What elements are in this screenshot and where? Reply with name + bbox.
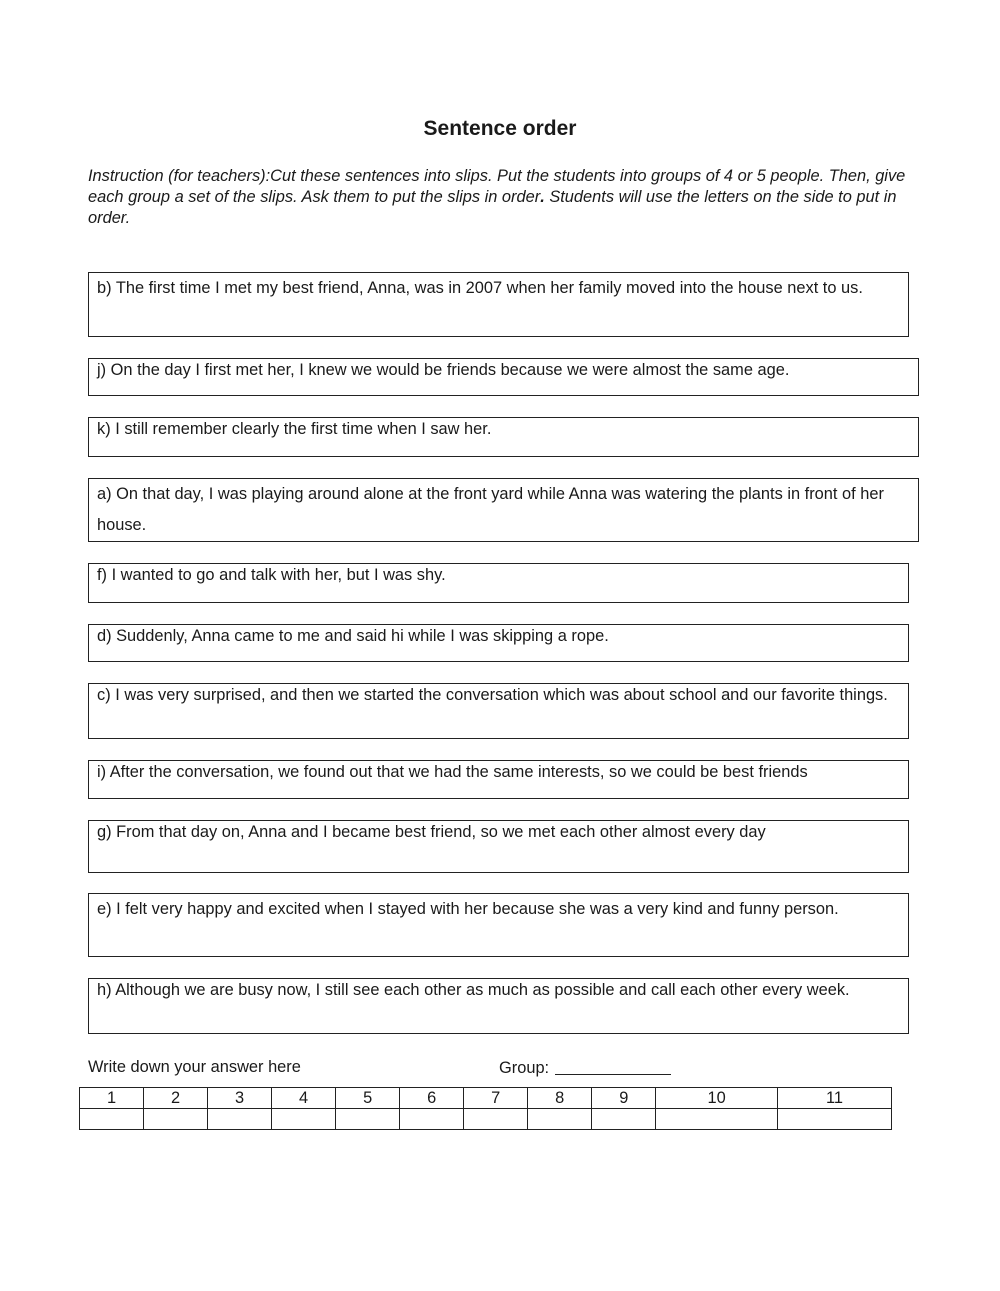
answer-number-row — [80, 1088, 892, 1109]
sentence-slip-g: g) From that day on, Anna and I became best friend, so we met each other almost every day — [88, 820, 909, 873]
instructions-text-1: Instruction (for teachers):Cut these sentences into slips. Put the students into groups of 4 or 5 people. Then, give each group a set of the slips. Ask them to put the slips in order — [88, 167, 906, 206]
group-blank-line[interactable] — [555, 1058, 671, 1075]
sentence-slip-h: h) Although we are busy now, I still see each other as much as possible and call each other every week. — [88, 978, 909, 1034]
answer-cell-7[interactable] — [464, 1109, 528, 1130]
sentence-slip-i: i) After the conversation, we found out that we had the same interests, so we could be best friends — [88, 760, 909, 799]
answer-cell-8[interactable] — [528, 1109, 592, 1130]
answer-number: 8 — [528, 1088, 592, 1109]
answer-cell-2[interactable] — [144, 1109, 208, 1130]
answer-number: 10 — [656, 1088, 778, 1109]
answer-cell-6[interactable] — [400, 1109, 464, 1130]
answer-number: 6 — [400, 1088, 464, 1109]
sentence-slip-b: b) The first time I met my best friend, Anna, was in 2007 when her family moved into the house next to us. — [88, 272, 909, 337]
answer-cell-10[interactable] — [656, 1109, 778, 1130]
instructions-period: . — [540, 188, 545, 206]
sentence-slip-c: c) I was very surprised, and then we started the conversation which was about school and our favorite things. — [88, 683, 909, 739]
answer-cell-1[interactable] — [80, 1109, 144, 1130]
answer-number: 4 — [272, 1088, 336, 1109]
sentence-slip-k: k) I still remember clearly the first time when I saw her. — [88, 417, 919, 457]
answer-entry-row — [80, 1109, 892, 1130]
instructions — [88, 166, 913, 229]
sentence-slip-f: f) I wanted to go and talk with her, but I was shy. — [88, 563, 909, 603]
answer-number: 9 — [592, 1088, 656, 1109]
group-field — [499, 1058, 671, 1078]
page-title: Sentence order — [423, 117, 577, 140]
answer-label: Write down your answer here — [88, 1058, 301, 1076]
answer-number: 5 — [336, 1088, 400, 1109]
answer-number: 11 — [777, 1088, 891, 1109]
answer-number: 7 — [464, 1088, 528, 1109]
answer-number: 2 — [144, 1088, 208, 1109]
answer-cell-3[interactable] — [208, 1109, 272, 1130]
group-label: Group: — [499, 1059, 550, 1077]
answer-cell-9[interactable] — [592, 1109, 656, 1130]
sentence-slip-d: d) Suddenly, Anna came to me and said hi while I was skipping a rope. — [88, 624, 909, 662]
answer-cell-5[interactable] — [336, 1109, 400, 1130]
answer-table — [79, 1087, 892, 1130]
instructions-text-2: Students will use the letters on the side to put in order. — [88, 188, 897, 227]
answer-cell-11[interactable] — [777, 1109, 891, 1130]
sentence-slip-j: j) On the day I first met her, I knew we would be friends because we were almost the same age. — [88, 358, 919, 396]
answer-number: 1 — [80, 1088, 144, 1109]
sentence-slip-a: a) On that day, I was playing around alone at the front yard while Anna was watering the plants in front of her house. — [88, 478, 919, 542]
sentence-slip-e: e) I felt very happy and excited when I stayed with her because she was a very kind and funny person. — [88, 893, 909, 957]
answer-number: 3 — [208, 1088, 272, 1109]
answer-cell-4[interactable] — [272, 1109, 336, 1130]
